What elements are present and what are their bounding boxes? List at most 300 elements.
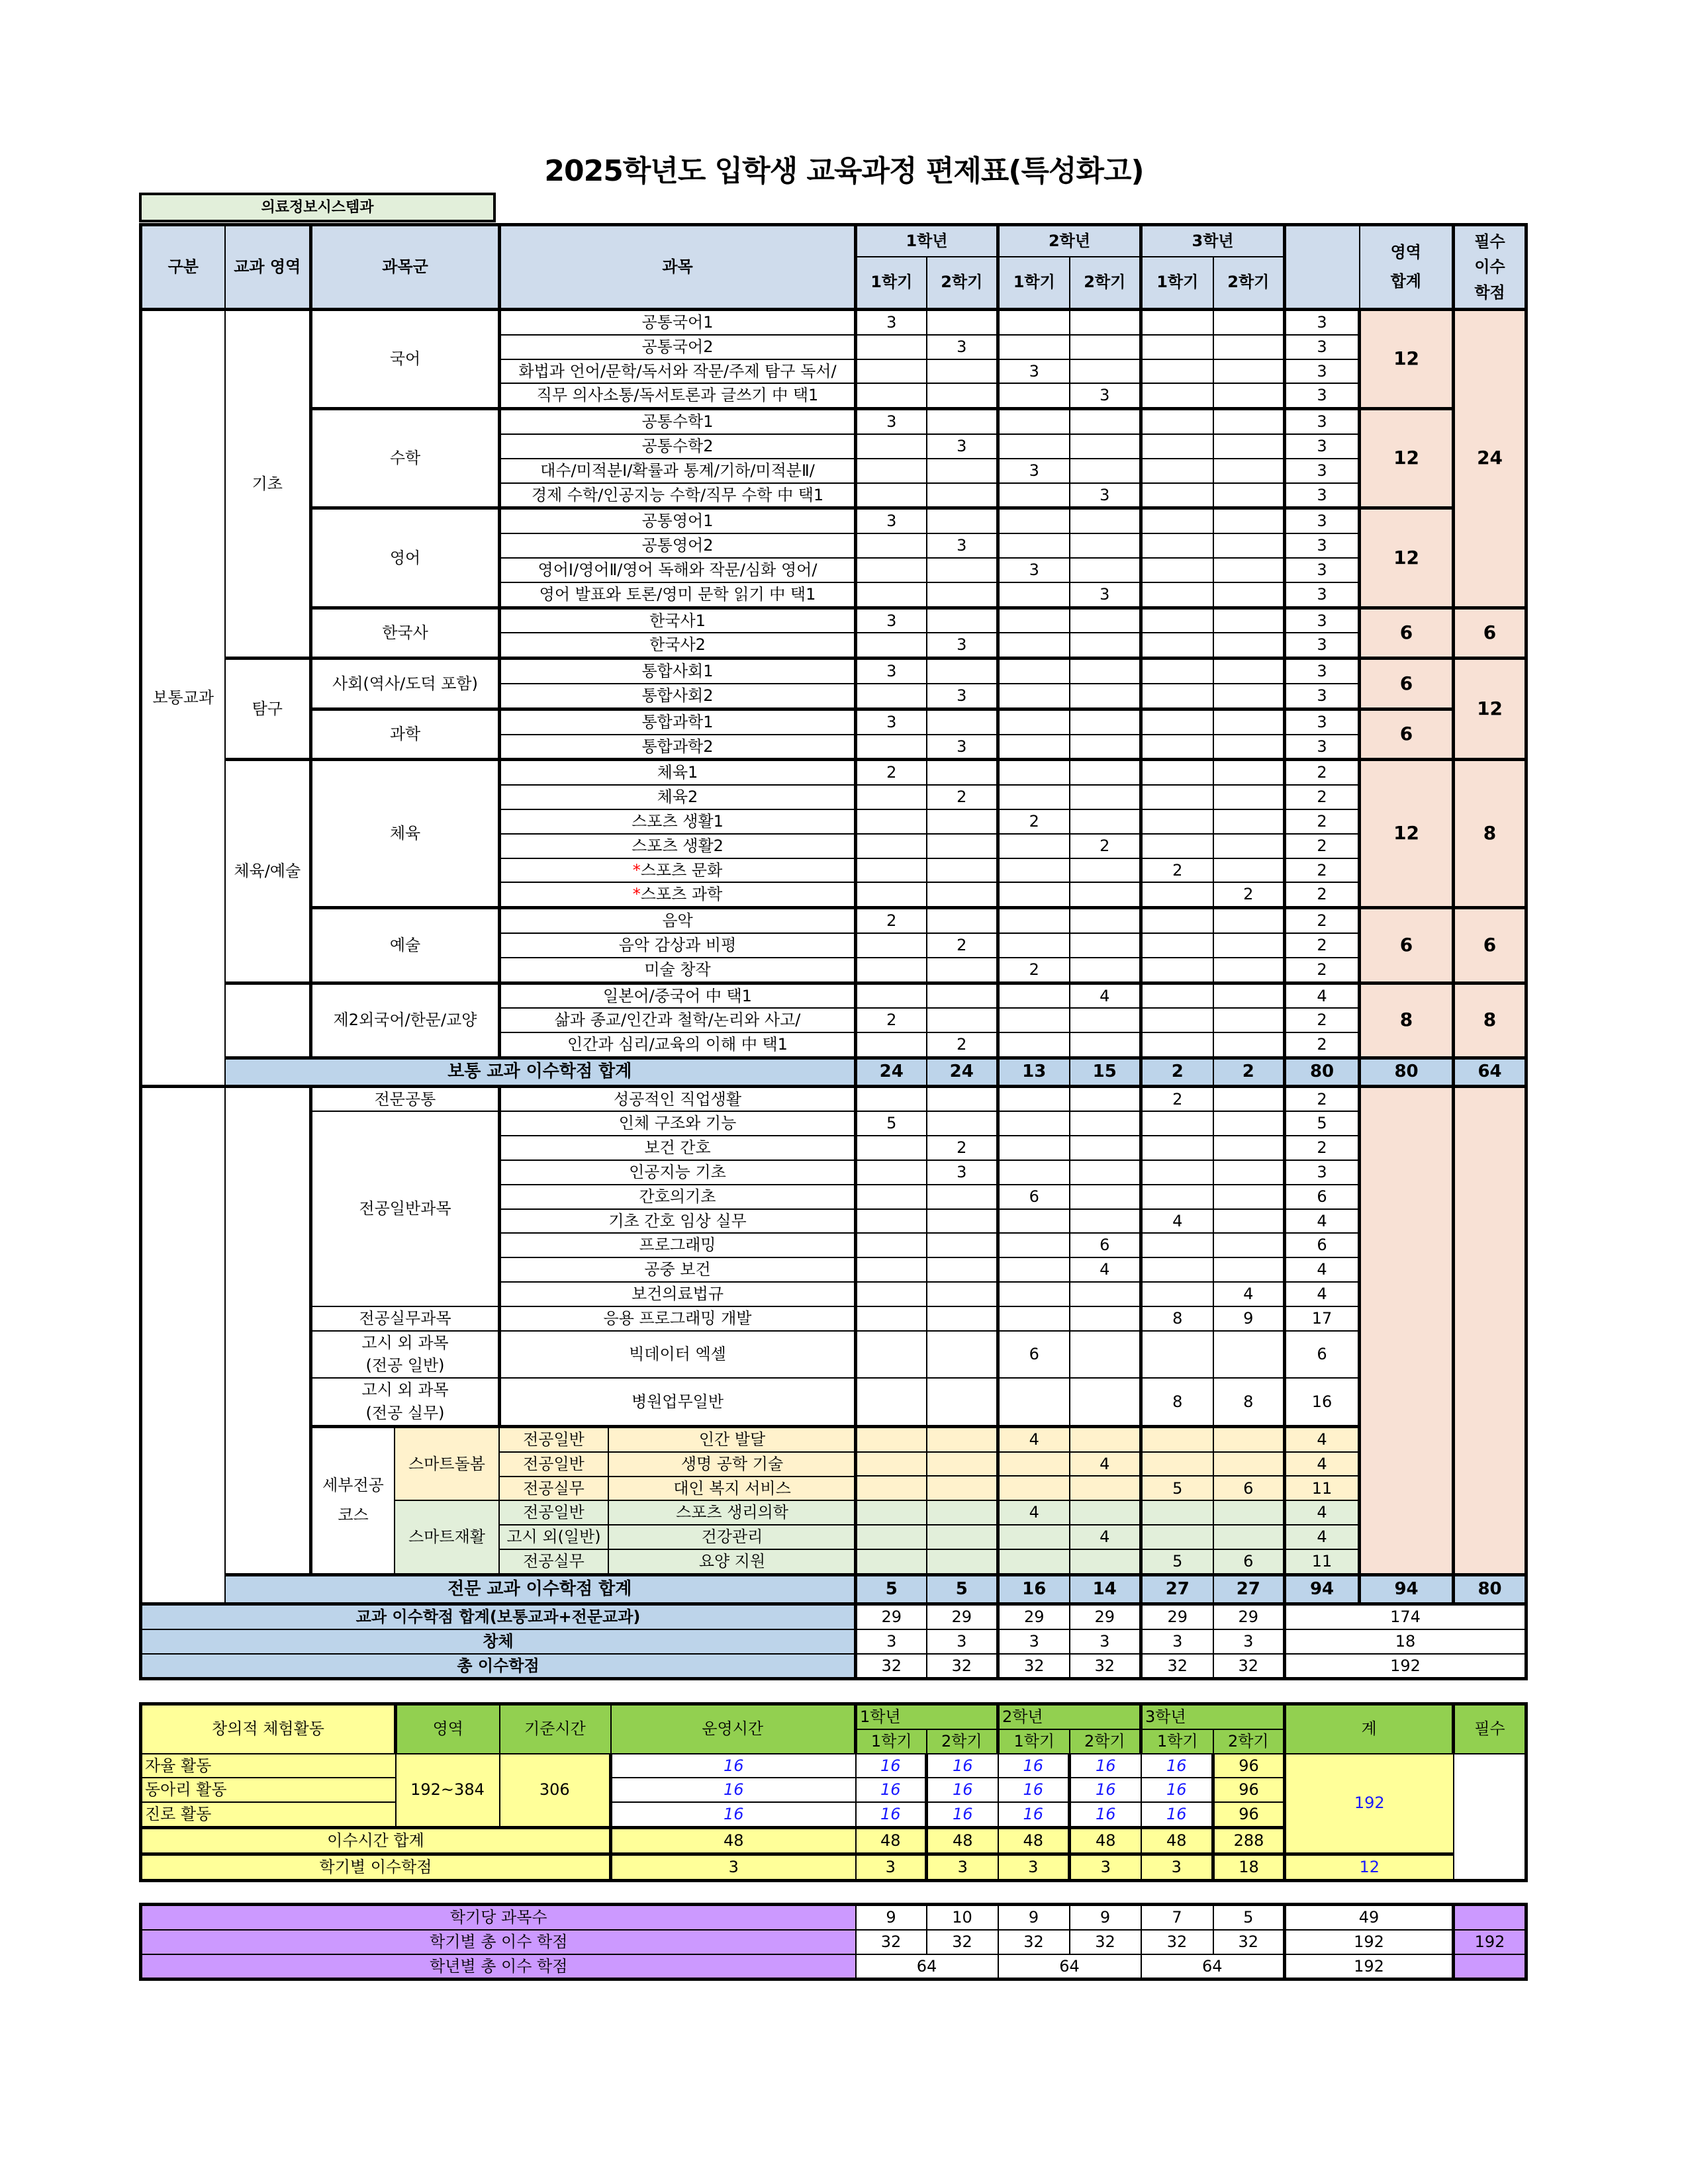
credit-cell	[1141, 933, 1213, 958]
credit-cell	[1213, 483, 1285, 508]
credit-cell	[1213, 1452, 1285, 1477]
sum-cell: 2	[1213, 1058, 1285, 1086]
course-type: 전공실무	[499, 1477, 608, 1501]
credit-cell: 3	[927, 335, 998, 359]
credit-cell	[1141, 608, 1213, 633]
sum-area: 80	[1360, 1058, 1454, 1086]
group-social: 사회(역사/도덕 포함)	[311, 659, 500, 709]
subject-name	[500, 809, 856, 834]
credit-cell	[1213, 684, 1285, 709]
cca-header-semester: 1학기	[1141, 1729, 1213, 1754]
credit-cell	[927, 1233, 998, 1257]
creative-activities-table	[139, 1702, 1528, 1882]
credit-cell	[998, 1160, 1070, 1185]
required-credits: 6	[1454, 608, 1526, 659]
credit-cell	[1141, 709, 1213, 734]
credit-cell	[927, 1426, 998, 1451]
summary-total: 49	[1285, 1905, 1454, 1930]
credit-cell	[998, 1111, 1070, 1136]
credit-cell	[998, 785, 1070, 809]
credit-cell	[856, 858, 927, 883]
credit-cell	[998, 1549, 1070, 1574]
credit-cell	[1141, 633, 1213, 658]
credit-cell: 2	[1141, 1086, 1213, 1111]
subject-name: 응용 프로그래밍 개발	[500, 1306, 856, 1331]
credit-cell: 5	[1141, 1476, 1213, 1500]
area-total: 12	[1360, 409, 1454, 508]
total-cell: 32	[1141, 1654, 1213, 1679]
header-year-1: 1학년	[856, 225, 998, 257]
course-block	[311, 1426, 856, 1574]
credit-cell	[927, 1378, 998, 1426]
row-total: 11	[1285, 1549, 1360, 1574]
area-total	[1360, 1086, 1454, 1574]
summary-cell: 32	[998, 1930, 1070, 1954]
credit-cell	[998, 1452, 1070, 1477]
activity-hours: 16	[611, 1802, 856, 1827]
subject-name	[500, 983, 856, 1008]
area-total: 12	[1360, 310, 1454, 409]
credit-cell	[856, 1282, 927, 1306]
credit-cell	[856, 1525, 927, 1549]
summary-cell: 7	[1141, 1905, 1213, 1930]
credit-cell	[1070, 409, 1141, 434]
credit-cell	[998, 483, 1070, 508]
sum-cell: 27	[1213, 1574, 1285, 1604]
subject-name	[500, 383, 856, 408]
credit-cell: 3	[927, 434, 998, 459]
hours-sum-cell: 48	[1070, 1827, 1141, 1854]
credit-cell	[856, 834, 927, 858]
subject-label: 공통영어1	[641, 512, 714, 531]
credit-cell	[856, 483, 927, 508]
general-sum-label: 보통 교과 이수학점 합계	[225, 1058, 856, 1086]
credit-cell	[856, 383, 927, 408]
area-liberal	[225, 983, 311, 1058]
department-label: 의료정보시스템과	[139, 193, 496, 222]
row-total: 2	[1285, 785, 1360, 809]
credit-cell: 2	[927, 1032, 998, 1058]
credit-cell	[1213, 434, 1285, 459]
credit-cell	[927, 1257, 998, 1282]
group-lang2: 제2외국어/한문/교양	[311, 983, 500, 1058]
subject-label: 스포츠 생활2	[632, 836, 724, 855]
credit-cell	[998, 709, 1070, 734]
subject-label: 삶과 종교/인간과 철학/논리와 사고/	[554, 1011, 801, 1030]
credit-cell: 4	[1070, 1452, 1141, 1477]
credit-cell	[1141, 983, 1213, 1008]
subject-label: 미술 창작	[644, 960, 711, 979]
credit-cell	[1213, 582, 1285, 608]
credit-cell: 3	[1070, 383, 1141, 408]
row-total: 3	[1285, 1160, 1360, 1185]
credit-cell	[1070, 1306, 1141, 1331]
credit-cell	[927, 1476, 998, 1500]
subject-name	[500, 558, 856, 582]
total-cell: 29	[856, 1604, 927, 1629]
credit-cell: 4	[1213, 1282, 1285, 1306]
credit-cell	[856, 633, 927, 658]
credit-cell	[1141, 434, 1213, 459]
credit-cell	[1213, 908, 1285, 933]
hours-sum-total: 288	[1213, 1827, 1285, 1854]
course-type: 전공일반	[499, 1452, 608, 1477]
base-hours: 192~384	[396, 1754, 500, 1828]
subject-name: 보건의료법규	[500, 1282, 856, 1306]
subject-name	[500, 633, 856, 658]
credit-cell	[1213, 735, 1285, 760]
credit-cell	[998, 508, 1070, 533]
row-total: 2	[1285, 908, 1360, 933]
summary-cell: 32	[856, 1930, 927, 1954]
credit-cell: 5	[1141, 1549, 1213, 1574]
credit-cell	[927, 483, 998, 508]
credit-cell: 2	[927, 785, 998, 809]
subject-name	[500, 508, 856, 533]
credit-cell	[1070, 1032, 1141, 1058]
activity-name: 진로 활동	[141, 1802, 396, 1827]
subject-label: 공통국어1	[641, 313, 714, 332]
summary-table	[139, 1903, 1528, 1981]
credit-cell	[1070, 659, 1141, 684]
credit-cell: 8	[1213, 1378, 1285, 1426]
required-credits: 6	[1454, 908, 1526, 983]
course-label: 세부전공 코스	[312, 1428, 395, 1573]
row-total: 3	[1285, 709, 1360, 734]
credit-cell	[927, 508, 998, 533]
subject-name: 인체 구조와 기능	[500, 1111, 856, 1136]
credit-cell	[1070, 633, 1141, 658]
total-cell: 32	[1070, 1654, 1141, 1679]
total-cell: 32	[998, 1654, 1070, 1679]
credit-cell	[856, 1185, 927, 1209]
table-row	[141, 1331, 1526, 1379]
cca-credit-row	[141, 1854, 1526, 1880]
credit-cell	[998, 335, 1070, 359]
credit-cell	[1213, 709, 1285, 734]
table-row	[141, 983, 1526, 1008]
total-cell: 32	[927, 1654, 998, 1679]
credit-cell	[998, 1032, 1070, 1058]
header-semester: 1학기	[998, 257, 1070, 310]
subject-name	[500, 908, 856, 933]
subject-credit-total-row-total: 174	[1285, 1604, 1526, 1629]
grand-total-row	[141, 1654, 1526, 1679]
credit-cell	[1070, 608, 1141, 633]
credit-cell	[1213, 508, 1285, 533]
row-total: 2	[1285, 882, 1360, 907]
total-cell: 29	[1213, 1604, 1285, 1629]
subject-name	[500, 834, 856, 858]
summary-cell: 10	[927, 1905, 998, 1930]
area-total: 6	[1360, 608, 1454, 659]
activity-hours: 16	[998, 1754, 1070, 1778]
credit-cell	[856, 558, 927, 582]
header-year-2: 2학년	[998, 225, 1141, 257]
total-cell: 3	[1141, 1629, 1213, 1654]
credit-cell	[998, 933, 1070, 958]
credit-cell	[927, 1500, 998, 1525]
credit-cell	[856, 533, 927, 558]
credit-cell	[927, 1185, 998, 1209]
credit-cell: 9	[1213, 1306, 1285, 1331]
credit-cell	[927, 1008, 998, 1032]
grand-total-row-label: 총 이수학점	[141, 1654, 856, 1679]
activity-total: 96	[1213, 1778, 1285, 1802]
credit-cell	[927, 809, 998, 834]
credit-cell	[1213, 359, 1285, 384]
table-row	[141, 908, 1526, 933]
cca-row-label: 창체	[141, 1629, 856, 1654]
group-math: 수학	[311, 409, 500, 508]
category-general: 보통교과	[141, 310, 225, 1087]
cca-credit-required: 12	[1285, 1854, 1454, 1880]
row-total: 3	[1285, 483, 1360, 508]
credit-cell	[856, 434, 927, 459]
credit-cell	[1213, 1086, 1285, 1111]
subject-name: 보건 간호	[500, 1136, 856, 1160]
total-cell: 32	[1213, 1654, 1285, 1679]
area-pe_arts: 체육/예술	[225, 760, 311, 983]
sum-cell: 24	[927, 1058, 998, 1086]
credit-cell	[1213, 1257, 1285, 1282]
header-year-3: 3학년	[1141, 225, 1285, 257]
total-cell: 3	[927, 1629, 998, 1654]
grand-total-row-total: 192	[1285, 1654, 1526, 1679]
credit-cell	[998, 1086, 1070, 1111]
row-total: 2	[1285, 834, 1360, 858]
credit-cell	[1141, 1257, 1213, 1282]
area-total: 6	[1360, 659, 1454, 709]
credit-cell	[1141, 785, 1213, 809]
credit-cell	[856, 1257, 927, 1282]
credit-cell: 3	[1070, 483, 1141, 508]
total-cell: 32	[856, 1654, 927, 1679]
credit-cell	[1213, 1111, 1285, 1136]
credit-cell	[1141, 582, 1213, 608]
credit-cell	[927, 383, 998, 408]
subject-label: 체육1	[657, 763, 698, 782]
credit-cell	[998, 1378, 1070, 1426]
credit-cell: 3	[927, 633, 998, 658]
activity-name: 자율 활동	[141, 1754, 396, 1778]
credit-cell	[1141, 1282, 1213, 1306]
sum-total: 80	[1285, 1058, 1360, 1086]
summary-subjects-label: 학기당 과목수	[141, 1905, 856, 1930]
credit-cell	[1141, 834, 1213, 858]
subject-name	[500, 735, 856, 760]
course-type: 전공일반	[499, 1500, 608, 1525]
row-total: 3	[1285, 434, 1360, 459]
credit-cell: 3	[927, 735, 998, 760]
credit-cell: 2	[1070, 834, 1141, 858]
credit-cell	[1141, 409, 1213, 434]
course-type: 전공일반	[499, 1428, 608, 1452]
course-subject: 대인 복지 서비스	[608, 1477, 855, 1501]
credit-cell	[1070, 1549, 1141, 1574]
header-blank	[1285, 225, 1360, 257]
credit-cell	[1141, 958, 1213, 983]
cca-header-area: 영역	[396, 1704, 500, 1754]
table-row	[141, 1086, 1526, 1111]
credit-cell: 3	[927, 533, 998, 558]
credit-cell	[1141, 1500, 1213, 1525]
subject-label: 통합과학2	[641, 737, 714, 756]
subject-label: 공통국어2	[641, 337, 714, 356]
required-hours: 192	[1285, 1754, 1454, 1854]
subject-name	[500, 310, 856, 335]
subject-name	[500, 709, 856, 734]
header-gubun: 구분	[141, 225, 225, 310]
credit-cell	[856, 1086, 927, 1111]
credit-cell: 6	[998, 1331, 1070, 1379]
subject-label: 일본어/중국어 中 택1	[603, 986, 752, 1005]
row-total: 3	[1285, 684, 1360, 709]
area-total: 12	[1360, 760, 1454, 908]
cca-header-required: 필수	[1454, 1704, 1526, 1754]
activity-hours: 16	[1141, 1802, 1213, 1827]
header-subject: 과목	[500, 225, 856, 310]
credit-cell: 8	[1141, 1378, 1213, 1426]
credit-cell	[1141, 359, 1213, 384]
credit-cell: 2	[1213, 882, 1285, 907]
table-row	[141, 1111, 1526, 1136]
subject-name	[500, 958, 856, 983]
credit-cell: 2	[856, 1008, 927, 1032]
row-total: 3	[1285, 508, 1360, 533]
credit-cell	[1070, 684, 1141, 709]
credit-cell	[927, 983, 998, 1008]
credit-cell	[998, 834, 1070, 858]
activity-hours: 16	[927, 1778, 998, 1802]
credit-cell	[856, 882, 927, 907]
credit-cell	[1070, 1331, 1141, 1379]
row-total: 2	[1285, 933, 1360, 958]
activity-hours: 16	[1141, 1778, 1213, 1802]
activity-total: 96	[1213, 1802, 1285, 1827]
row-total: 16	[1285, 1378, 1360, 1426]
cca-credit-cell: 3	[1070, 1854, 1141, 1880]
area-total: 8	[1360, 983, 1454, 1058]
credit-cell	[998, 1257, 1070, 1282]
subject-label: 직무 의사소통/독서토론과 글쓰기 中 택1	[536, 386, 819, 405]
subject-name	[500, 1032, 856, 1058]
credit-cell	[998, 1525, 1070, 1549]
table-row	[141, 310, 1526, 335]
group-common: 전문공통	[311, 1086, 500, 1111]
credit-cell	[1213, 1209, 1285, 1234]
credit-cell	[927, 760, 998, 785]
cca-header-semester: 2학기	[1213, 1729, 1285, 1754]
row-total: 11	[1285, 1476, 1360, 1500]
credit-cell	[1141, 735, 1213, 760]
subject-name: 인공지능 기초	[500, 1160, 856, 1185]
group-major-practice: 전공실무과목	[311, 1306, 500, 1331]
credit-cell	[1213, 785, 1285, 809]
required-credits: 12	[1454, 659, 1526, 760]
cca-label: 창의적 체험활동	[141, 1704, 396, 1754]
credit-cell	[927, 608, 998, 633]
group-pe: 체육	[311, 760, 500, 908]
credit-cell	[998, 908, 1070, 933]
summary-cell: 64	[856, 1954, 998, 1979]
subject-label: 통합과학1	[641, 712, 714, 731]
credit-cell	[856, 1426, 927, 1451]
credit-cell	[1213, 1233, 1285, 1257]
activity-total: 96	[1213, 1754, 1285, 1778]
credit-cell: 3	[856, 659, 927, 684]
sum-cell: 13	[998, 1058, 1070, 1086]
credit-cell	[856, 684, 927, 709]
credit-cell	[998, 633, 1070, 658]
subject-name: 간호의기초	[500, 1185, 856, 1209]
subject-name: 공중 보건	[500, 1257, 856, 1282]
credit-cell: 4	[1141, 1209, 1213, 1234]
credit-cell	[1141, 533, 1213, 558]
header-area-total: 영역 합계	[1360, 225, 1454, 310]
credit-cell: 4	[1070, 1525, 1141, 1549]
credit-cell: 3	[927, 684, 998, 709]
row-total: 3	[1285, 608, 1360, 633]
row-total: 3	[1285, 633, 1360, 658]
credit-cell	[1213, 659, 1285, 684]
credit-cell	[856, 785, 927, 809]
summary-cell: 32	[1070, 1930, 1141, 1954]
sum-area: 94	[1360, 1574, 1454, 1604]
sum-cell: 14	[1070, 1574, 1141, 1604]
credit-cell	[856, 1378, 927, 1426]
cca-header-run: 운영시간	[611, 1704, 856, 1754]
subject-credit-total-row	[141, 1604, 1526, 1629]
row-total: 2	[1285, 1008, 1360, 1032]
sum-cell: 15	[1070, 1058, 1141, 1086]
row-total: 4	[1285, 1525, 1360, 1549]
credit-cell	[1070, 785, 1141, 809]
credit-cell	[1070, 809, 1141, 834]
header-area: 교과 영역	[225, 225, 311, 310]
credit-cell: 2	[856, 760, 927, 785]
credit-cell	[927, 1549, 998, 1574]
credit-cell	[1070, 1209, 1141, 1234]
subject-label: 스포츠 문화	[640, 860, 723, 880]
required-credits: 24	[1454, 310, 1526, 608]
credit-cell	[1213, 409, 1285, 434]
activity-hours: 16	[1070, 1778, 1141, 1802]
credit-cell	[1141, 1452, 1213, 1477]
sum-cell: 5	[856, 1574, 927, 1604]
hours-sum-cell: 48	[611, 1827, 856, 1854]
activity-hours: 16	[927, 1802, 998, 1827]
subject-label: 화법과 언어/문학/독서와 작문/주제 탐구 독서/	[518, 361, 837, 381]
course-subject: 스포츠 생리의학	[608, 1500, 855, 1525]
credit-cell	[1070, 1500, 1141, 1525]
group-exam-general: 고시 외 과목 (전공 일반)	[311, 1331, 500, 1379]
credit-cell	[1141, 383, 1213, 408]
row-total: 2	[1285, 858, 1360, 883]
table-row	[141, 409, 1526, 434]
subject-label: 공통영어2	[641, 536, 714, 555]
activity-name: 동아리 활동	[141, 1778, 396, 1802]
credit-cell: 3	[998, 359, 1070, 384]
credit-cell	[927, 1086, 998, 1111]
subject-name	[500, 882, 856, 907]
total-cell: 29	[998, 1604, 1070, 1629]
credit-cell	[998, 983, 1070, 1008]
page-title: 2025학년도 입학생 교육과정 편제표(특성화고)	[544, 154, 1144, 188]
hours-sum-label: 이수시간 합계	[141, 1827, 611, 1854]
credit-cell	[927, 1282, 998, 1306]
course-subject: 인간 발달	[608, 1428, 855, 1452]
